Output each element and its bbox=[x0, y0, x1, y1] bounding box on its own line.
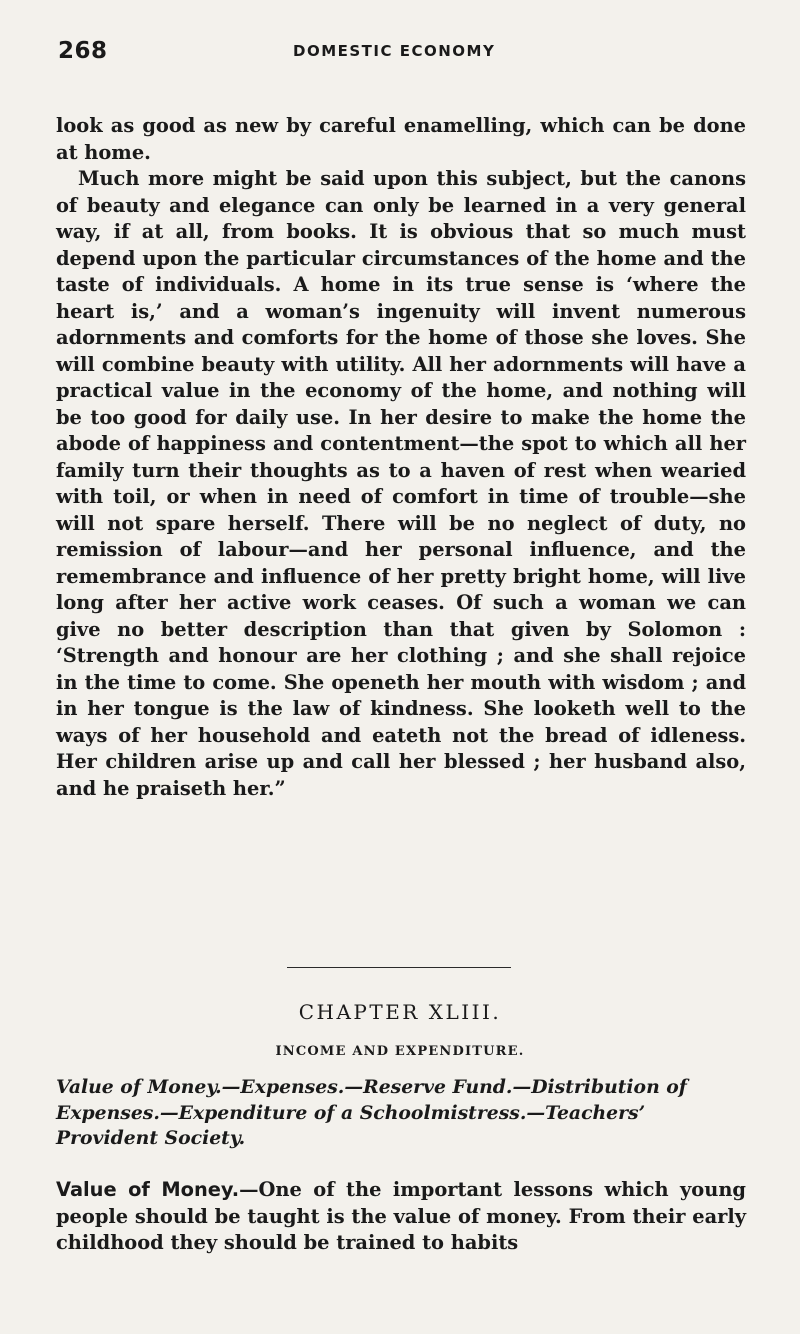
chapter-contents-text: Value of Money.—Expenses.—Reserve Fund.—Distribution of Expenses.—Expenditure of a Schoolmistress.—Teachers’ Provident Society. bbox=[56, 1076, 687, 1149]
chapter-contents bbox=[56, 1075, 746, 1152]
chapter-title: CHAPTER XLIII. bbox=[298, 1000, 502, 1024]
paragraph-2: Much more might be said upon this subject, but the canons of beauty and elegance can only be learned in a very general way, if at all, from books. It is obvious that so much must depend upon the particular circumstances of the home and the taste of individuals. A home in its true sense is ‘where the heart is,’ and a woman’s ingenuity will invent numerous adornments and comforts for the home of those she loves. She will combine beauty with utility. All her adornments will have a practical value in the economy of the home, and nothing will be too good for daily use. In her desire to make the home the abode of happiness and contentment—the spot to which all her family turn their thoughts as to a haven of rest when wearied with toil, or when in need of comfort in time of trouble—she will not spare herself. There will be no neglect of duty, no remission of labour—and her personal influence, and the remembrance and influence of her pretty bright home, will live long after her active work ceases. Of such a woman we can give no better description than that given by Solomon : ‘Strength and honour are her clothing ; and she shall rejoice in the time to come. She openeth her mouth with wisdom ; and in her tongue is the law of kindness. She looketh well to the ways of her household and eateth not the bread of idleness. Her children arise up and call her blessed ; her husband also, and he praiseth her.” bbox=[56, 167, 746, 800]
body-text bbox=[56, 113, 746, 802]
section-text bbox=[56, 1177, 746, 1257]
running-title: DOMESTIC ECONOMY bbox=[293, 42, 496, 60]
section-divider bbox=[287, 967, 511, 968]
section-paragraph bbox=[56, 1177, 746, 1257]
page-number: 268 bbox=[58, 38, 108, 64]
running-head bbox=[58, 38, 742, 66]
paragraph-1: look as good as new by careful enamelling, which can be done at home. bbox=[56, 114, 746, 164]
section-body: —One of the important lessons which young people should be taught is the value of money. From their early childhood they should be trained to habits bbox=[56, 1178, 746, 1254]
chapter-subtitle: INCOME AND EXPENDITURE. bbox=[275, 1044, 525, 1059]
section-heading: Value of Money. bbox=[56, 1178, 240, 1201]
